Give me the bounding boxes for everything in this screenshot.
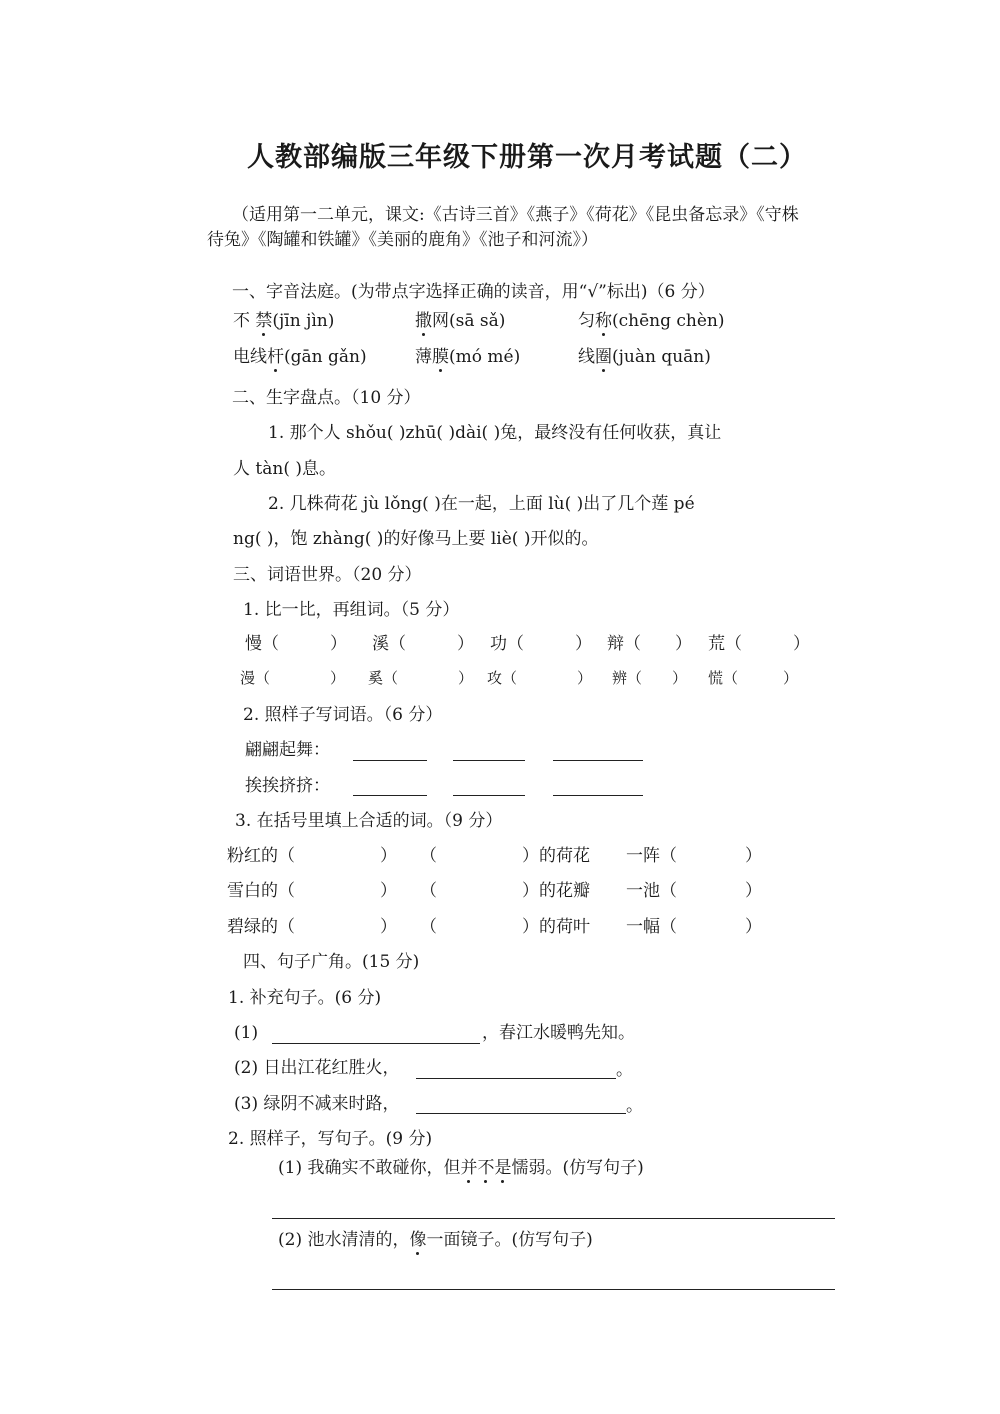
sentence-2-head: (2) 日出江花红胜火， <box>234 1058 400 1078</box>
sentence-1-tail: ，春江水暖鸭先知。 <box>482 1023 635 1043</box>
answer-line[interactable] <box>553 795 643 796</box>
dotted-char: 并 <box>460 1158 478 1178</box>
pron-item: 线圈(juàn quān) <box>578 347 711 367</box>
pron-item: 匀称(chēng chèn) <box>578 311 725 331</box>
answer-line[interactable] <box>453 795 525 796</box>
q2-2-line-a: 2. 几株荷花 jù lǒng( )在一起，上面 lù( )出了几个莲 pé <box>268 494 695 514</box>
pron-options: (jīn jìn) <box>272 311 335 331</box>
dotted-char: 撒 <box>415 311 432 331</box>
dotted-char: 禁 <box>255 311 273 331</box>
answer-line[interactable] <box>553 760 643 761</box>
sentence-2-tail: 。 <box>616 1060 633 1080</box>
example-word-1: 翩翩起舞： <box>245 740 330 760</box>
compare-char: 慌（ ） <box>708 669 799 687</box>
fill-row-a: 碧绿的（ ） <box>227 917 397 937</box>
compare-char: 辩（ ） <box>607 634 692 654</box>
fill-row-b: （ ）的荷叶 <box>420 917 590 937</box>
q4-2-heading: 2. 照样子，写句子。(9 分) <box>228 1129 433 1149</box>
dotted-char: 不 <box>477 1158 495 1178</box>
compare-char: 辨（ ） <box>612 669 688 687</box>
section-2-heading: 二、生字盘点。（10 分） <box>232 388 421 408</box>
compare-char: 漫（ ） <box>240 669 346 687</box>
intro-line-2: 待兔》《陶罐和铁罐》《美丽的鹿角》《池子和河流》） <box>207 230 598 250</box>
sentence-1-label: (1) <box>234 1023 259 1043</box>
compare-char: 功（ ） <box>490 634 592 654</box>
answer-line[interactable] <box>353 760 427 761</box>
pron-options: (gān gǎn) <box>284 347 367 367</box>
pron-item: 不 禁(jīn jìn) <box>233 311 335 331</box>
q2-1-line-b: 人 tàn( )息。 <box>233 459 336 479</box>
fill-row-b: （ ）的荷花 <box>420 846 590 866</box>
dotted-char: 称 <box>595 311 612 331</box>
example-sentence-1: (1) 我确实不敢碰你，但并不是懦弱。(仿写句子) <box>278 1158 644 1178</box>
compare-char: 溪（ ） <box>372 634 474 654</box>
compare-char: 奚（ ） <box>368 669 474 687</box>
example-word-2: 挨挨挤挤： <box>245 776 330 796</box>
answer-line[interactable] <box>416 1113 626 1114</box>
answer-line[interactable] <box>272 1289 835 1290</box>
q3-1-heading: 1. 比一比，再组词。（5 分） <box>243 600 460 620</box>
answer-line[interactable] <box>272 1043 480 1044</box>
sentence-3-head: (3) 绿阴不减来时路， <box>234 1094 400 1114</box>
pron-options: (sā sǎ) <box>449 311 506 331</box>
dotted-char: 像 <box>409 1230 427 1250</box>
pron-item: 撒网(sā sǎ) <box>415 311 506 331</box>
compare-char: 攻（ ） <box>487 669 593 687</box>
answer-line[interactable] <box>453 760 525 761</box>
q2-1-line-a: 1. 那个人 shǒu( )zhū( )dài( )兔，最终没有任何收获，真让 <box>268 423 722 443</box>
compare-char: 荒（ ） <box>708 634 810 654</box>
pron-options: (chēng chèn) <box>612 311 725 331</box>
example-sentence-2: (2) 池水清清的，像一面镜子。(仿写句子) <box>278 1230 593 1250</box>
section-1-heading: 一、字音法庭。(为带点字选择正确的读音，用“√”标出)（6 分） <box>232 282 715 302</box>
pron-options: (juàn quān) <box>612 347 711 367</box>
fill-row-a: 雪白的（ ） <box>227 881 397 901</box>
q3-3-heading: 3. 在括号里填上合适的词。（9 分） <box>235 811 503 831</box>
q3-2-heading: 2. 照样子写词语。（6 分） <box>243 705 443 725</box>
intro-line-1: （适用第一二单元，课文:《古诗三首》《燕子》《荷花》《昆虫备忘录》《守株 <box>232 205 799 225</box>
pron-item: 薄膜(mó mé) <box>415 347 521 367</box>
fill-row-c: 一幅（ ） <box>626 917 762 937</box>
dotted-char: 是 <box>494 1158 512 1178</box>
fill-row-b: （ ）的花瓣 <box>420 881 590 901</box>
section-4-heading: 四、句子广角。(15 分) <box>243 952 420 972</box>
dotted-char: 膜 <box>432 347 449 367</box>
fill-row-c: 一阵（ ） <box>626 846 762 866</box>
fill-row-c: 一池（ ） <box>626 881 762 901</box>
dotted-char: 杆 <box>267 347 284 367</box>
compare-char: 慢（ ） <box>245 634 347 654</box>
sentence-3-tail: 。 <box>626 1096 643 1116</box>
pron-options: (mó mé) <box>449 347 521 367</box>
section-3-heading: 三、词语世界。（20 分） <box>233 565 422 585</box>
answer-line[interactable] <box>353 795 427 796</box>
pron-item: 电线杆(gān gǎn) <box>233 347 367 367</box>
answer-line[interactable] <box>416 1078 616 1079</box>
q4-1-heading: 1. 补充句子。(6 分) <box>228 988 382 1008</box>
q2-2-line-b: ng( )，饱 zhàng( )的好像马上要 liè( )开似的。 <box>233 529 599 549</box>
page-title: 人教部编版三年级下册第一次月考试题（二） <box>247 142 807 173</box>
dotted-char: 圈 <box>595 347 612 367</box>
fill-row-a: 粉红的（ ） <box>227 846 397 866</box>
answer-line[interactable] <box>272 1218 835 1219</box>
